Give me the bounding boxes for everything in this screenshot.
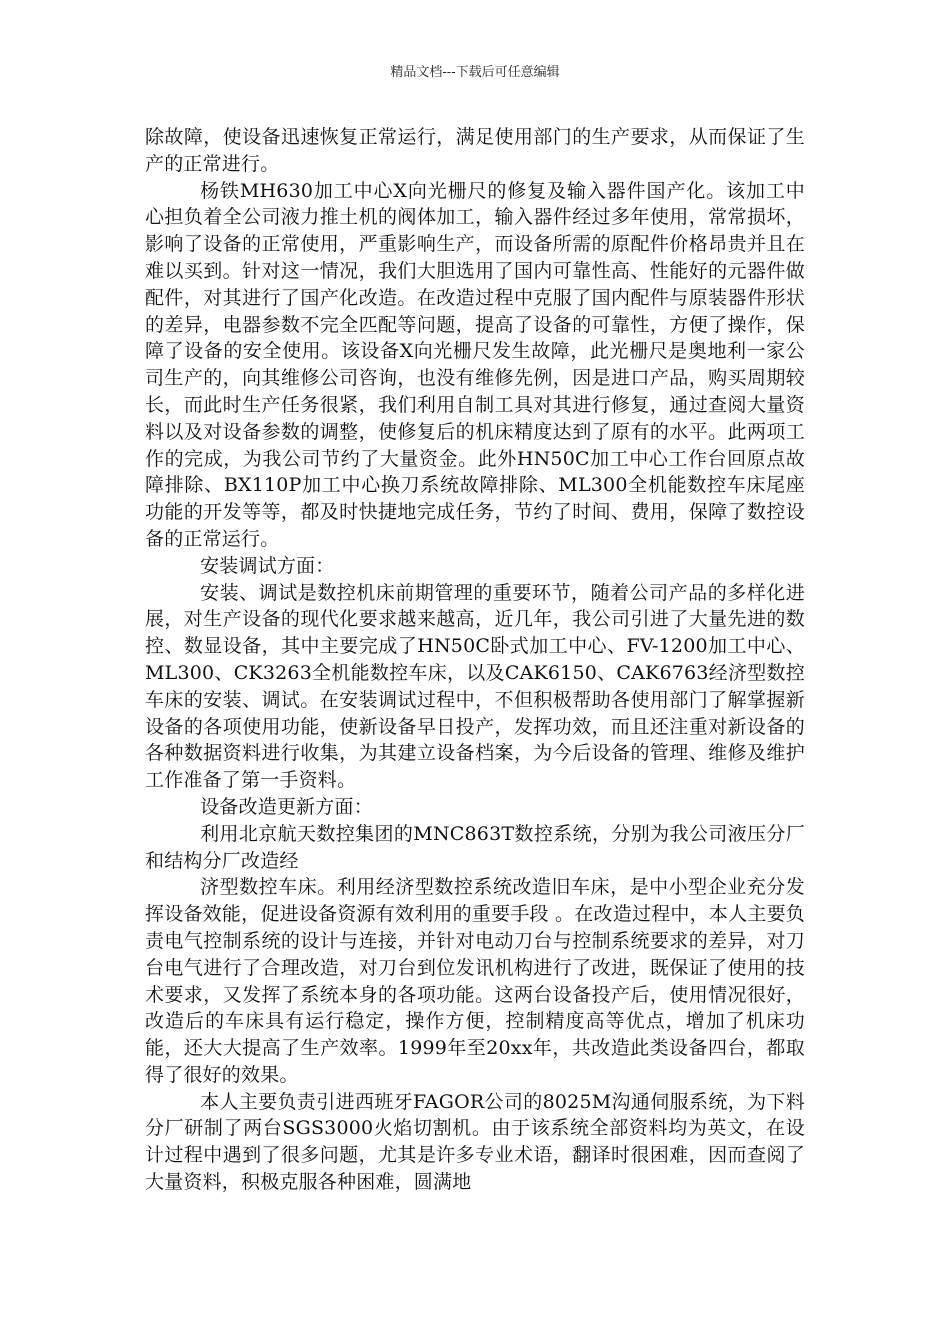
paragraph-installation: 安装、调试是数控机床前期管理的重要环节，随着公司产品的多样化进展，对生产设备的现代化要求越来越高，近几年，我公司引进了大量先进的数控、数显设备，其中主要完成了HN50C卧式加工中心、FV-1200加工中心、ML300、CK3263全机能数控车床，以及CAK6150、CAK6763经济型数控车床的安装、调试。在安装调试过程中，不但积极帮助各使用部门了解掌握新设备的各项使用功能，使新设备早日投产，发挥功效，而且还注重对新设备的各种数据资料进行收集，为其建立设备档案，为今后设备的管理、维修及维护工作准备了第一手资料。	[145, 581, 805, 792]
paragraph-mnc863t: 利用北京航天数控集团的MNC863T数控系统，分别为我公司液压分厂和结构分厂改造经	[145, 822, 805, 872]
paragraph-economic-lathe: 济型数控车床。利用经济型数控系统改造旧车床，是中小型企业充分发挥设备效能，促进设备资源有效利用的重要手段 。在改造过程中，本人主要负责电气控制系统的设计与连接，并针对电动刀台与控制系统要求的差异，对刀台电气进行了合理改造，对刀台到位发讯机构进行了改进，既保证了使用的技术要求，又发挥了系统本身的各项功能。这两台设备投产后，使用情况很好，改造后的车床具有运行稳定，操作方便，控制精度高等优点，增加了机床功能，还大大提高了生产效率。1999年至20xx年，共改造此类设备四台，都取得了很好的效果。	[145, 876, 805, 1086]
paragraph-mh630-repair: 杨铁MH630加工中心X向光栅尺的修复及输入器件国产化。该加工中心担负着全公司液力推土机的阀体加工，输入器件经过多年使用，常常损坏，影响了设备的正常使用，严重影响生产，而设备所需的原配件价格昂贵并且在难以买到。针对这一情况，我们大胆选用了国内可靠性高、性能好的元器件做配件，对其进行了国产化改造。在改造过程中克服了国内配件与原装器件形状的差异，电器参数不完全匹配等问题，提高了设备的可靠性，方便了操作，保障了设备的安全使用。该设备X向光栅尺发生故障，此光栅尺是奥地利一家公司生产的，向其维修公司咨询，也没有维修先例，因是进口产品，购买周期较长，而此时生产任务很紧，我们利用自制工具对其进行修复，通过查阅大量资料以及对设备参数的调整，使修复后的机床精度达到了原有的水平。此两项工作的完成，为我公司节约了大量资金。此外HN50C加工中心工作台回原点故障排除、BX110P加工中心换刀系统故障排除、ML300全机能数控车床尾座功能的开发等等，都及时快捷地完成任务，节约了时间、费用，保障了数控设备的正常运行。	[145, 179, 805, 550]
paragraph-fagor-system: 本人主要负责引进西班牙FAGOR公司的8025M沟通伺服系统，为下料分厂研制了两台SGS3000火焰切割机。由于该系统全部资料均为英文，在设计过程中遇到了很多问题，尤其是许多专业术语，翻译时很困难，因而查阅了大量资料，积极克服各种困难，圆满地	[145, 1090, 805, 1194]
section-heading-retrofit: 设备改造更新方面：	[200, 795, 373, 818]
document-body	[145, 124, 805, 1196]
paragraph-continuation: 除故障，使设备迅速恢复正常运行，满足使用部门的生产要求，从而保证了生产的正常进行。	[145, 126, 805, 175]
section-heading-installation: 安装调试方面：	[200, 554, 335, 577]
page-header: 精品文档---下载后可任意编辑	[390, 65, 560, 80]
